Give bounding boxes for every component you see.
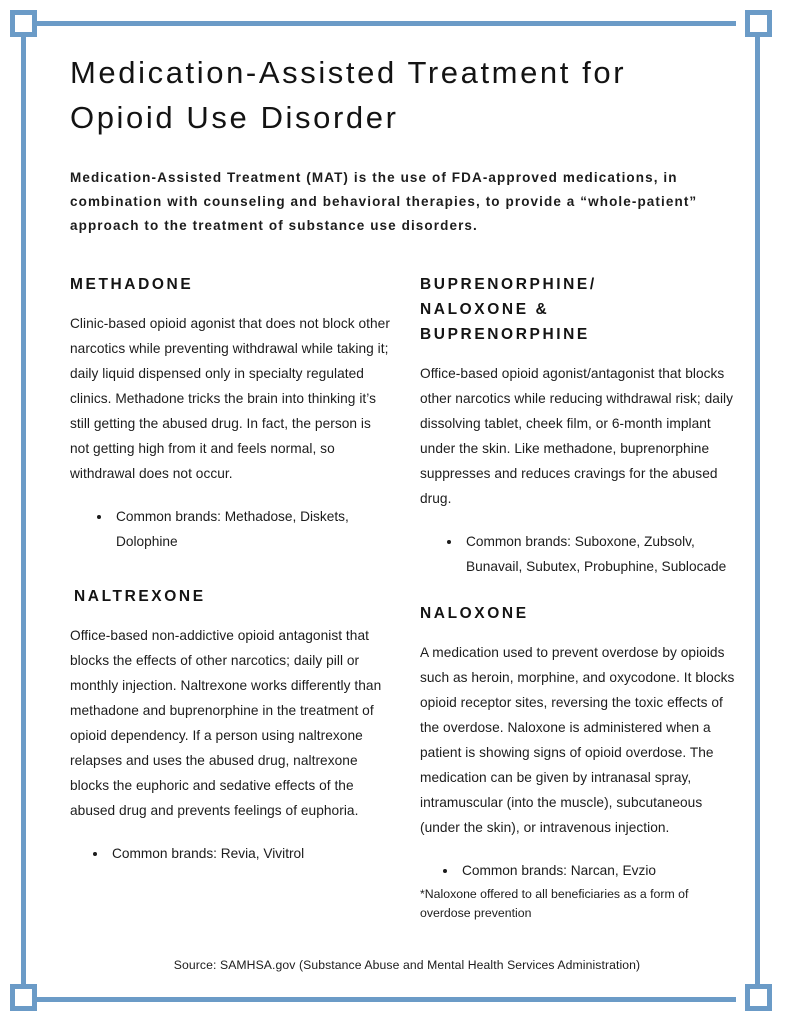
section-body-naltrexone: Office-based non-addictive opioid antagonist that blocks the effects of other narcotics; daily pill or monthly injection. Naltrexone works differently than methadone and buprenorphine in the treatment of opioid dependency. If a person using naltrexone relapses and uses the abused drug, naltrexone blocks the euphoric and sedative effects of the abused drug and prevents feelings of euphoria. [70, 628, 382, 818]
section-heading-buprenorphine-line2: NALOXONE & [420, 301, 550, 318]
section-body-methadone: Clinic-based opioid agonist that does not block other narcotics while preventing withdrawal while taking it; daily liquid dispensed only in specialty regulated clinics. Methadone tricks the brain into thinking it’s still getting the abused drug. In fact, the person is not getting high from it and feels normal, so withdrawal does not occur. [70, 316, 390, 481]
section-naloxone [420, 601, 742, 923]
section-body-buprenorphine: Office-based opioid agonist/antagonist that blocks other narcotics while reducing withdrawal risk; daily dissolving tablet, cheek film, or 6-month implant under the skin. Like methadone, buprenorphine suppresses and reduces cravings for the abused drug. [420, 366, 734, 506]
source-attribution: Source: SAMHSA.gov (Substance Abuse and Mental Health Services Administration) [173, 958, 641, 972]
brand-list-buprenorphine [420, 529, 742, 579]
column-right [400, 272, 742, 927]
section-heading-naloxone: NALOXONE [420, 605, 529, 622]
list-item: • Common brands: Suboxone, Zubsolv, Bunavail, Subutex, Probuphine, Sublocade [462, 529, 742, 579]
list-item: • Common brands: Revia, Vivitrol [108, 841, 390, 866]
section-heading-buprenorphine-line1: BUPRENORPHINE/ [420, 276, 597, 293]
list-item: • Common brands: Methadose, Diskets, Dolophine [112, 504, 390, 554]
brand-list-naltrexone [70, 841, 390, 866]
list-item: • Common brands: Narcan, Evzio [458, 858, 742, 883]
section-heading-methadone: METHADONE [70, 276, 194, 293]
column-right-spacer [420, 583, 742, 601]
section-methadone [70, 272, 390, 554]
section-buprenorphine [420, 272, 742, 579]
section-heading-naltrexone: NALTREXONE [74, 588, 206, 605]
intro-paragraph: Medication-Assisted Treatment (MAT) is the use of FDA-approved medications, in combination with counseling and behavioral therapies, to provide a “whole-patient” approach to the treatment of substance use disorders. [70, 170, 698, 233]
brand-list-methadone [70, 504, 390, 554]
section-body-naloxone: A medication used to prevent overdose by opioids such as heroin, morphine, and oxycodone. It blocks opioid receptor sites, reversing the toxic effects of the overdose. Naloxone is administered when a patient is showing signs of opioid overdose. The medication can be given by intranasal spray, intramuscular (into the muscle), subcutaneous (under the skin), or intravenous injection. [420, 645, 735, 835]
brand-list-naloxone [420, 858, 742, 883]
section-naltrexone [70, 584, 390, 866]
section-heading-buprenorphine [420, 272, 742, 347]
content-columns [70, 272, 742, 927]
column-left [70, 272, 400, 927]
column-left-spacer [70, 558, 390, 584]
naloxone-footnote: *Naloxone offered to all beneficiaries as a form of overdose prevention [420, 887, 689, 920]
section-heading-buprenorphine-line3: BUPRENORPHINE [420, 326, 590, 343]
page-title: Medication-Assisted Treatment for Opioid Use Disorder [70, 55, 627, 135]
